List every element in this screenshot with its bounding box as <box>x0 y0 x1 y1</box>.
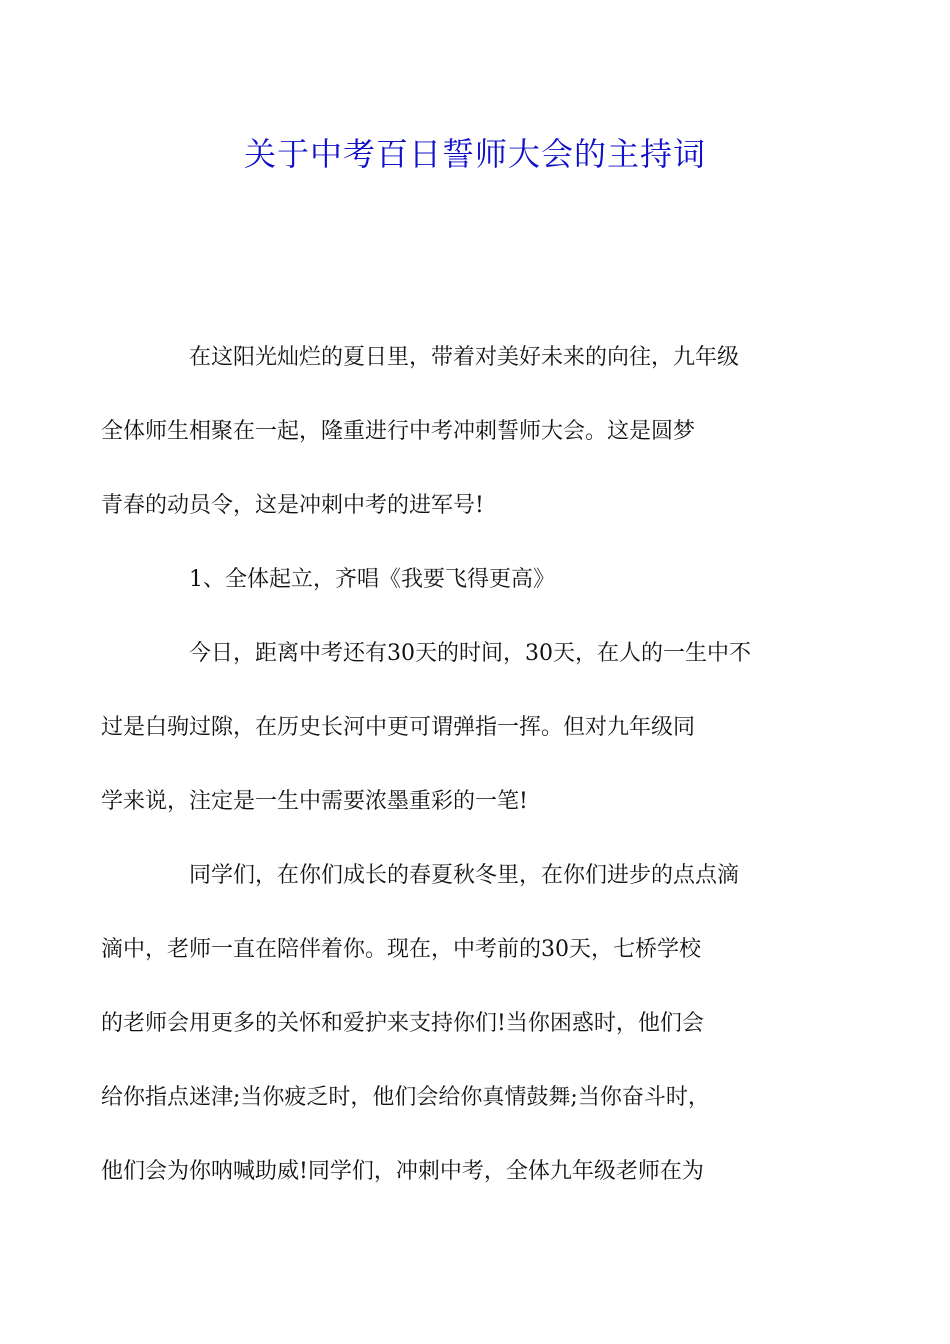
paragraph-line: 同学们，在你们成长的春夏秋冬里，在你们进步的点点滴 <box>189 863 740 888</box>
paragraph-line: 在这阳光灿烂的夏日里，带着对美好未来的向往，九年级 <box>189 345 740 370</box>
paragraph-line: 滴中，老师一直在陪伴着你。现在，中考前的30天，七桥学校 <box>101 937 701 962</box>
paragraph-2 <box>145 561 807 598</box>
paragraph-3 <box>101 635 807 820</box>
document-title: 关于中考百日誓师大会的主持词 <box>243 135 706 173</box>
paragraph-line: 全体师生相聚在一起，隆重进行中考冲刺誓师大会。这是圆梦 <box>101 419 696 444</box>
paragraph-line: 过是白驹过隙，在历史长河中更可谓弹指一挥。但对九年级同 <box>101 715 696 740</box>
paragraph-line: 给你指点迷津;当你疲乏时，他们会给你真情鼓舞;当你奋斗时， <box>101 1085 710 1110</box>
paragraph-line: 学来说，注定是一生中需要浓墨重彩的一笔! <box>101 789 528 814</box>
paragraph-line: 今日，距离中考还有30天的时间，30天，在人的一生中不 <box>189 641 751 666</box>
paragraph-line: 他们会为你呐喊助威!同学们，冲刺中考，全体九年级老师在为 <box>101 1159 704 1184</box>
paragraph-line: 的老师会用更多的关怀和爱护来支持你们!当你困惑时，他们会 <box>101 1011 704 1036</box>
paragraph-4 <box>101 857 807 1190</box>
paragraph-line: 1、全体起立，齐唱《我要飞得更高》 <box>189 567 555 592</box>
document-body <box>101 339 807 1227</box>
paragraph-line: 青春的动员令，这是冲刺中考的进军号! <box>101 493 484 518</box>
paragraph-1 <box>101 339 807 524</box>
